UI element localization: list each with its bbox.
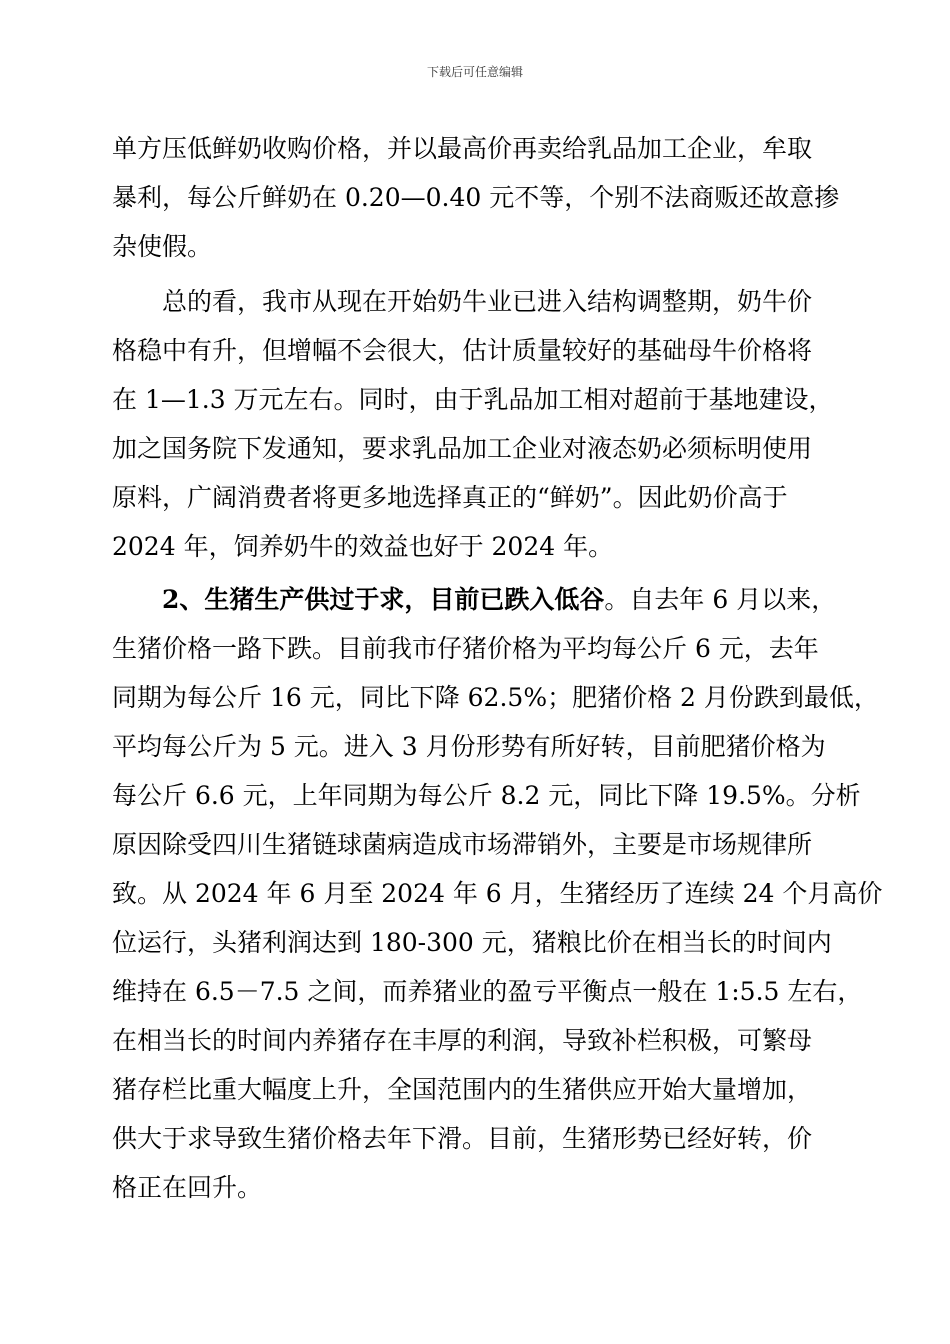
body-line: 单方压低鲜奶收购价格，并以最高价再卖给乳品加工企业，牟取: [112, 134, 813, 163]
body-line: 格稳中有升，但增幅不会很大，估计质量较好的基础母牛价格将: [112, 336, 813, 365]
body-line: 在 1—1.3 万元左右。同时，由于乳品加工相对超前于基地建设，: [112, 385, 834, 414]
body-line: 猪存栏比重大幅度上升，全国范围内的生猪供应开始大量增加，: [112, 1075, 813, 1104]
body-line: 加之国务院下发通知，要求乳品加工企业对液态奶必须标明使用: [112, 434, 813, 463]
page-header: 下载后可任意编辑: [426, 65, 523, 79]
body-line: 原因除受四川生猪链球菌病造成市场滞销外，主要是市场规律所: [112, 830, 813, 859]
body-line: 每公斤 6.6 元，上年同期为每公斤 8.2 元，同比下降 19.5%。分析: [112, 781, 861, 810]
body-line: 位运行，头猪利润达到 180-300 元，猪粮比价在相当长的时间内: [112, 928, 832, 957]
body-line: 在相当长的时间内养猪存在丰厚的利润，导致补栏积极，可繁母: [112, 1026, 813, 1055]
section-heading-continuation: 。自去年 6 月以来，: [604, 585, 837, 614]
body-line: 杂使假。: [112, 232, 213, 261]
body-line: 暴利，每公斤鲜奶在 0.20—0.40 元不等，个别不法商贩还故意掺: [112, 183, 840, 212]
body-line: 同期为每公斤 16 元，同比下降 62.5%；肥猪价格 2 月份跌到最低，: [112, 683, 879, 712]
body-line: 原料，广阔消费者将更多地选择真正的“鲜奶”。因此奶价高于: [112, 483, 788, 512]
section-heading-line: [162, 582, 836, 618]
body-line: 维持在 6.5－7.5 之间，而养猪业的盈亏平衡点一般在 1:5.5 左右，: [112, 977, 863, 1006]
body-line: 生猪价格一路下跌。目前我市仔猪价格为平均每公斤 6 元，去年: [112, 634, 819, 663]
body-line: 平均每公斤为 5 元。进入 3 月份形势有所好转，目前肥猪价格为: [112, 732, 826, 761]
section-heading: 2、生猪生产供过于求，目前已跌入低谷: [162, 585, 605, 614]
body-line: 格正在回升。: [112, 1173, 263, 1202]
paragraph-start-line: 总的看，我市从现在开始奶牛业已进入结构调整期，奶牛价: [162, 287, 813, 316]
body-line: 致。从 2024 年 6 月至 2024 年 6 月，生猪经历了连续 24 个月高价: [112, 879, 883, 908]
body-line: 2024 年，饲养奶牛的效益也好于 2024 年。: [112, 532, 614, 561]
body-line: 供大于求导致生猪价格去年下滑。目前，生猪形势已经好转，价: [112, 1124, 813, 1153]
